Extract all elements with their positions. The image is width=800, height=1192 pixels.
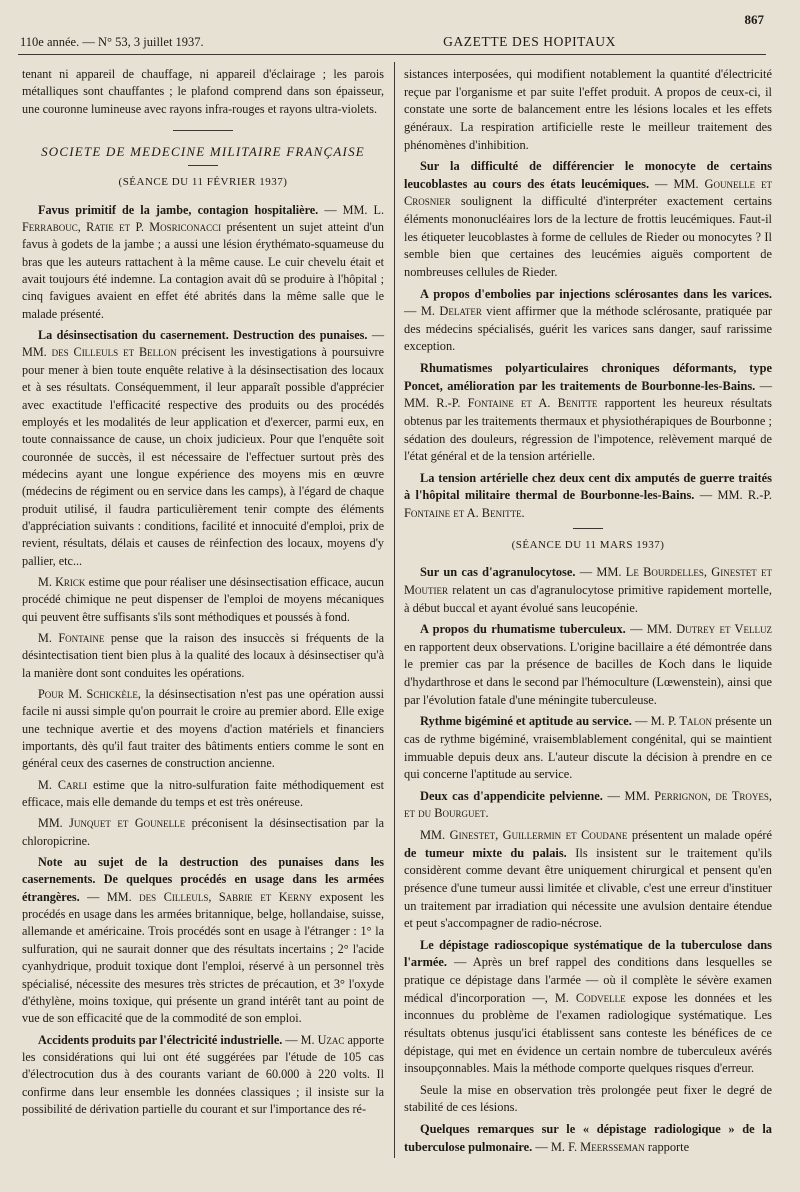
discussion bbox=[22, 777, 384, 812]
communication-text: expose les données et les inconnues du problème de l'examen radiologique systématique. Les résultats obtenus jusqu'ici établissent sans conteste les bénéfices de ce dépistage, qui met en évidence un certain nombre de tuberculeux avérés insoupçonnables. Mais la méthode comporte quelques risques d'erreur. bbox=[404, 990, 772, 1076]
communication-text: vient affirmer que la méthode sclérosante, pratiquée par des médecins spécialisés, guérit les varices sans danger, sauf rarissime exception. bbox=[404, 304, 772, 354]
communication-text: rapporte bbox=[647, 1139, 690, 1154]
discussion-text: préconisent la désinsectisation par la chloropicrine. bbox=[22, 816, 384, 848]
left-column bbox=[22, 66, 384, 1122]
session-date: (SÉANCE DU 11 FÉVRIER 1937) bbox=[118, 176, 288, 189]
communication-text: relatent un cas d'agranulocytose primitive rapidement mortelle, à début buccal et ayant évolué sans leucopénie. bbox=[404, 582, 772, 615]
right-column bbox=[404, 66, 772, 1160]
communication-authors: M. P. Talon bbox=[650, 714, 712, 729]
communication-authors: MM. Perrignon, de Troyes, et du Bourguet. bbox=[404, 788, 772, 821]
communication: A propos du rhumatisme tuberculeux. — MM. Dutrey et Velluz en rapportent deux observations. L'origine bacillaire a été démontrée dans le premier cas par la présence de bacilles de Koch dans le liquide d'hydarthrose et dans le second par l'hémoculture (Lœwenstein), ainsi que par l'évolution fatale d'une méningite tuberculeuse. bbox=[404, 622, 772, 707]
communication-title: de tumeur mixte du palais. bbox=[404, 845, 567, 860]
communication-text: exposent les procédés en usage dans les armées britannique, belge, hollandaise, suisse, allemande et américaine. Trois procédés sont en usage à l'étranger : 1° la sulfuration, qui ne saurait donner que des résultats incertains ; 2° l'acide cyanhydrique, produit toxique dont l'emploi, réservé à un personnel très spécialisé, nécessite des mesures très strictes de précaution, et 3° l'oxyde d'éthylène, moins toxique, qui présente un grand intérêt tant au point de vue de son efficacité que de la commodité de son emploi. bbox=[22, 889, 385, 1026]
discussion-text: estime que pour réaliser une désinsectisation efficace, aucun procédé chimique ne peut dispenser de l'emploi de moyens mécaniques qui peuvent être suffisants s'ils sont méthodiques et poussés à fond. bbox=[22, 574, 384, 624]
communication-text: rapportent les heureux résultats obtenus par les traitements thermaux et physiothérapiques de Bourbonne ; sédation des douleurs, régression de l'impotence, relèvement marqué de l'état général et de la tension artérielle. bbox=[404, 396, 772, 464]
communication-authors: MM. Dutrey et Velluz bbox=[646, 622, 772, 637]
communication-text: présentent un sujet atteint d'un favus à godets de la jambe ; a aussi une lésion érythémato-squameuse du bras que les auteurs rattachent à la même cause. Le cuir chevelu était et avait toujours été indemne. La contagion avait dû se produire à l'hôpital ; cinq favigues avaient en effet été abrités dans la même salle que le malade présenté. bbox=[22, 220, 385, 321]
discussion-text: estime que la nitro-sulfuration faite méthodiquement est efficace, mais elle demande du temps et est très onéreuse. bbox=[22, 777, 384, 810]
communication-text: soulignent la difficulté d'interpréter exactement certains éléments mononucléaires lors de la lecture de frottis leucémiques. Faut-il les étiqueter leucoblastes à forme de cellules de Rieder ou monocytes ? Il semble bien que certaines des leucémies aiguës comportent de nombreuses cellules de Rieder. bbox=[404, 194, 772, 279]
communication-title: Favus primitif de la jambe, contagion hospitalière. bbox=[38, 202, 319, 217]
communication: Quelques remarques sur le « dépistage radiologique » de la tuberculose pulmonaire. — M. F. Meersseman rapporte bbox=[404, 1122, 772, 1154]
communication-title: A propos d'embolies par injections sclérosantes dans les varices. bbox=[420, 286, 772, 301]
section-rule bbox=[173, 130, 233, 131]
communication-text: présentent un malade opéré bbox=[631, 828, 772, 842]
communication-authors: M. Delater bbox=[420, 304, 482, 319]
communication-authors: MM. Ginestet, Guillermin et Coudane bbox=[420, 828, 628, 842]
communication-title: Deux cas d'appendicite pelvienne. bbox=[420, 788, 603, 803]
communication: Sur un cas d'agranulocytose. — MM. Le Bourdelles, Ginestet et Moutier relatent un cas d'agranulocytose primitive rapidement mortelle, à début buccal et ayant évolué sans leucopénie. bbox=[404, 565, 772, 615]
communication-title: La désinsectisation du casernement. Destruction des punaises. bbox=[38, 328, 368, 343]
communication-text: Après un bref rappel des conditions dans lesquelles se pratique ce dépistage dans l'armée — où il complète le sévère examen médical d'incorporation —, bbox=[404, 955, 772, 1005]
communication-title: Sur la difficulté de différencier le monocyte de certains leucoblastes au cours des états leucémiques. bbox=[404, 159, 772, 191]
communication-text: apporte les considérations qui lui ont été suggérées par l'étude de 105 cas d'électrocution dus à des courants variant de 60.000 à 220 volts. Il confirme dans leur ensemble les données classiques ; il insiste sur la possibilité de dérivation partielle du courant et sur l'importance des ré- bbox=[22, 1032, 385, 1116]
discussion bbox=[22, 574, 384, 626]
discussant-name: M. Fontaine bbox=[38, 630, 105, 645]
paragraph: Seule la mise en observation très prolongée peut fixer le degré de stabilité de ces lésions. bbox=[404, 1082, 772, 1115]
page-number: 867 bbox=[744, 12, 764, 27]
discussion-text: pense que la raison des insuccès si fréquents de la désintectisation tient bien plus à la qualité des locaux à désinsectiser qu'à la manière dont sont conduites les opérations. bbox=[22, 630, 385, 680]
communication-title: Note au sujet de la destruction des punaises dans les casernements. De quelques procédés en usage dans les armées étrangères. bbox=[22, 855, 384, 904]
communication: La tension artérielle chez deux cent dix amputés de guerre traités à l'hôpital militaire thermal de Bourbonne-les-Bains. — MM. R.-P. Fontaine et A. Benitte. bbox=[404, 470, 772, 520]
communication-title: Rhumatismes polyarticulaires chroniques déformants, type Poncet, amélioration par les traitements de Bourbonne-les-Bains. bbox=[404, 361, 772, 393]
discussant-name: MM. Junquet et Gounelle bbox=[38, 816, 186, 831]
communication-text: présente un cas de rythme bigéminé, vraisemblablement congénital, qui se maintient immuable depuis deux ans. L'auteur discute la décision à prendre en ce qui concerne l'aptitude au service. bbox=[404, 714, 772, 782]
communication-title: A propos du rhumatisme tuberculeux. bbox=[420, 622, 626, 637]
society-heading: SOCIETE DE MEDECINE MILITAIRE FRANÇAISE bbox=[41, 144, 365, 160]
communication-title: Quelques remarques sur le « dépistage radiologique » de la tuberculose pulmonaire. bbox=[404, 1122, 772, 1154]
discussion bbox=[22, 630, 384, 682]
communication: Accidents produits par l'électricité industrielle. — M. Uzac apporte les considérations qui lui ont été suggérées par l'étude de 105 cas d'électrocution dus à des courants variant de 60.000 à 220 volts. Il confirme dans leur ensemble les données classiques ; il insiste sur la possibilité de dérivation partielle du courant et sur l'importance des ré- bbox=[22, 1032, 385, 1116]
communication: Note au sujet de la destruction des punaises dans les casernements. De quelques procédés en usage dans les armées étrangères. — MM. des Cilleuls, Sabrie et Kerny exposent les procédés en usage dans les armées britannique, belge, hollandaise, suisse, allemande et américaine. Trois procédés sont en usage à l'étranger : 1° la sulfuration, qui ne saurait donner que des résultats incertains ; 2° l'acide cyanhydrique, produit toxique dont l'emploi, réservé à un personnel très spécialisé, nécessite des mesures très strictes de précaution, et 3° l'oxyde d'éthylène, moins toxique, qui présente un grand intérêt tant au point de vue de son efficacité que de la commodité de son emploi. bbox=[22, 855, 385, 1026]
communication: Rhumatismes polyarticulaires chroniques déformants, type Poncet, amélioration par les traitements de Bourbonne-les-Bains. — MM. R.-P. Fontaine et A. Benitte rapportent les heureux résultats obtenus par les traitements thermaux et physiothérapiques de Bourbonne ; sédation des douleurs, régression de l'impotence, relèvement marqué de l'état général et de la tension artérielle. bbox=[404, 361, 772, 464]
communication-text: précisent les investigations à poursuivre pour mener à bien toute enquête relative à la désinsectisation des locaux et à ses résultats. Conséquemment, il leur apparaît possible d'apprécier avec exactitude l'efficacité respective des produits ou des procédés employés et les modalités de leur application et d'exercer, parmi eux, en toute connaissance de cause, un choix judicieux. Pour que l'enquête soit couronnée de succès, il est nécessaire de l'effectuer surtout près des médecins ayant une longue expérience des moyens mis en œuvre (médecins de régiment ou en service dans les camps), à l'égard de chaque produit utilisé, il faudra particulièrement tenir compte des éléments d'appréciation suivants : conditions, facilité et innocuité d'emploi, prix de revient, résultats, délais et causes de réinfection des locaux, moyens d'y pallier, etc... bbox=[22, 345, 385, 568]
communication-authors: MM. Le Bourdelles, Ginestet et Moutier bbox=[404, 565, 772, 597]
discussion-text: la désinsectisation n'est pas une opération aussi facile ni aussi simple qu'on pourrait le croire au premier abord. Elle exige une technique avertie et des moyens d'action matériels et financiers importants, dès qu'il faut traiter des bâtiments entiers comme le sont en général ceux des casernes de construction ancienne. bbox=[22, 687, 385, 771]
communication: Favus primitif de la jambe, contagion hospitalière. — MM. L. Ferrabouc, Ratie et P. Mosriconacci présentent un sujet atteint d'un favus à godets de la jambe ; a aussi une lésion érythémato-squameuse du bras que les auteurs rattachent à la même cause. Le cuir chevelu était et avait toujours été indemne. La contagion avait dû se produire à l'hôpital ; cinq favigues avaient en effet été abrités dans la même salle que le malade présenté. bbox=[22, 202, 385, 321]
heading-rule bbox=[188, 165, 218, 166]
communication-authors: MM. R.-P. Fontaine et A. Benitte bbox=[404, 396, 598, 411]
communication: Rythme bigéminé et aptitude au service. — M. P. Talon présente un cas de rythme bigéminé, vraisemblablement congénital, qui se maintient immuable depuis deux ans. L'auteur discute la décision à prendre en ce qui concerne l'aptitude au service. bbox=[404, 714, 772, 782]
column-divider bbox=[394, 62, 395, 1158]
running-head bbox=[20, 34, 766, 50]
issue-line: 110e année. — N° 53, 3 juillet 1937. bbox=[20, 35, 204, 49]
communication-authors: M. F. Meersseman bbox=[550, 1139, 645, 1154]
communication-authors: M. Codvelle bbox=[554, 990, 626, 1005]
discussant-name: M. Krick bbox=[38, 574, 86, 589]
communication: Deux cas d'appendicite pelvienne. — MM. Perrignon, de Troyes, et du Bourguet. bbox=[404, 788, 772, 821]
paragraph: tenant ni appareil de chauffage, ni appareil d'éclairage ; les parois métalliques sont chauffantes ; le plafond comprend dans son épaisseur, une couronne lumineuse avec rayons infra-rouges et rayons ultra-violets. bbox=[22, 67, 384, 116]
communication: Sur la difficulté de différencier le monocyte de certains leucoblastes au cours des états leucémiques. — MM. Gounelle et Crosnier soulignent la difficulté d'interpréter exactement certains éléments mononucléaires lors de la lecture de frottis leucémiques. Faut-il les étiqueter leucoblastes à forme de cellules de Rieder ou monocytes ? Il semble bien que certaines des leucémies aiguës comportent de nombreuses cellules de Rieder. bbox=[404, 159, 772, 279]
communication-authors: M. Uzac bbox=[300, 1032, 345, 1047]
paragraph: sistances interposées, qui modifient notablement la quantité d'électricité reçue par l'organisme et par suite l'effet produit. A propos de ceux-ci, il constate une sorte de balancement entre les lésions locales et les effets généraux. La respiration artificielle reste le meilleur traitement des phénomènes d'inhibition. bbox=[404, 67, 772, 152]
header-rule bbox=[18, 54, 766, 55]
communication-title: Accidents produits par l'électricité industrielle. bbox=[38, 1032, 283, 1047]
communication-authors: MM. R.-P. Fontaine et A. Benitte. bbox=[404, 488, 772, 520]
communication-authors: MM. des Cilleuls et Bellon bbox=[22, 345, 177, 360]
communication-title: Sur un cas d'agranulocytose. bbox=[420, 565, 576, 580]
section-rule bbox=[573, 528, 603, 529]
communication-text: Ils insistent sur le traitement qu'ils considèrent comme devant être uniquement chirurgical et pensent qu'en présence d'une tumeur aussi limitée et clivable, c'est une erreur d'instituer un traitement par irradiation qui nécessite une avulsion dentaire étendue et peut s'accompagner de radio-nécrose. bbox=[404, 845, 772, 931]
communication-text: en rapportent deux observations. L'origine bacillaire a été démontrée dans le premier cas par la présence de bacilles de Koch dans le liquide d'hydarthrose et dans le second par l'hémoculture (Lœwenstein), ainsi que par l'évolution fatale d'une méningite tuberculeuse. bbox=[404, 639, 772, 707]
communication bbox=[404, 827, 772, 933]
discussion bbox=[22, 815, 384, 850]
discussant-name: M. Carli bbox=[38, 777, 87, 792]
communication: A propos d'embolies par injections sclérosantes dans les varices. — M. Delater vient affirmer que la méthode sclérosante, pratiquée par des médecins spécialisés, guérit les varices sans danger, sauf rarissime exception. bbox=[404, 286, 772, 354]
communication-title: La tension artérielle chez deux cent dix amputés de guerre traités à l'hôpital militaire thermal de Bourbonne-les-Bains. bbox=[404, 470, 772, 503]
journal-title: GAZETTE DES HOPITAUX bbox=[443, 34, 616, 49]
communication: Le dépistage radioscopique systématique de la tuberculose dans l'armée. — Après un bref rappel des conditions dans lesquelles se pratique ce dépistage dans l'armée — où il complète le sévère examen médical d'incorporation —, M. Codvelle expose les données et les inconnues du problème de l'examen radiologique systématique. Les résultats obtenus jusqu'ici établissent sans conteste les bénéfices de ce dépistage, qui met en évidence un certain nombre de tuberculeux avérés insoupçonnables. Mais la méthode comporte quelques risques d'erreur. bbox=[404, 937, 772, 1076]
session-date: (SÉANCE DU 11 MARS 1937) bbox=[511, 538, 665, 551]
communication: La désinsectisation du casernement. Destruction des punaises. — MM. des Cilleuls et Bellon précisent les investigations à poursuivre pour mener à bien toute enquête relative à la désinsectisation des locaux et à ses résultats. Conséquemment, il leur apparaît possible d'apprécier avec exactitude l'efficacité respective des produits ou des procédés employés et les modalités de leur application et d'exercer, parmi eux, en toute connaissance de cause, un choix judicieux. Pour que l'enquête soit couronnée de succès, il est nécessaire de l'effectuer surtout près des médecins ayant une longue expérience des moyens mis en œuvre (médecins de régiment ou en service dans les camps), à l'égard de chaque produit utilisé, il faudra particulièrement tenir compte des éléments d'appréciation suivants : conditions, facilité et innocuité d'emploi, prix de revient, résultats, délais et causes de réinfection des locaux, moyens d'y pallier, etc... bbox=[22, 328, 385, 568]
communication-authors: MM. L. Ferrabouc, Ratie et P. Mosriconacci bbox=[22, 202, 385, 235]
communication-title: Le dépistage radioscopique systématique de la tuberculose dans l'armée. bbox=[404, 937, 772, 970]
communication-authors: MM. des Cilleuls, Sabrie et Kerny bbox=[106, 889, 313, 904]
discussant-name: Pour M. Schickèle, bbox=[38, 687, 141, 701]
discussion bbox=[22, 686, 384, 773]
communication-title: Rythme bigéminé et aptitude au service. bbox=[420, 714, 632, 729]
communication-authors: MM. Gounelle et Crosnier bbox=[404, 176, 772, 209]
